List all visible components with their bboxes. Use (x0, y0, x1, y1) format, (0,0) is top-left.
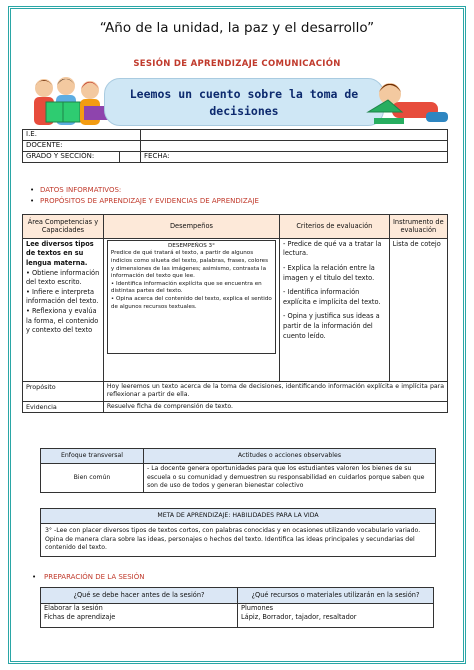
capacidad-1: • Obtiene información del texto escrito. (26, 268, 100, 287)
year-motto: “Año de la unidad, la paz y el desarrollo” (99, 20, 375, 36)
competencia-cell (23, 238, 104, 381)
criterios-cell (280, 238, 390, 381)
prep-col2-item-2: Lápiz, Borrador, tajador, resaltador (238, 613, 434, 628)
lesson-title-line1: Leemos un cuento sobre la toma de (129, 87, 359, 101)
enfoque-header: Enfoque transversal (41, 449, 144, 464)
enfoque-actitud: - La docente genera oportunidades para que los estudiantes valoren los bienes de su escuela o su comunidad y demuestren su responsabilidad en cuidarlos porque saben que son de uso de todos y generan bienestar colectivo (144, 464, 436, 492)
capacidad-2: • Infiere e interpreta información del texto. (26, 287, 99, 306)
preparacion-title: PREPARACIÓN DE LA SESIÓN (44, 573, 145, 581)
fecha-label: FECHA: (144, 152, 170, 160)
grado-value[interactable] (120, 152, 141, 163)
prep-col1-item-1: Elaborar la sesión (41, 604, 238, 614)
evidencia-text: Resuelve ficha de comprensión de texto. (103, 401, 447, 412)
prep-col1-header: ¿Qué se debe hacer antes de la sesión? (41, 588, 238, 604)
bullet-datos: • DATOS INFORMATIVOS: (30, 186, 122, 194)
meta-header: META DE APRENDIZAJE: HABILIDADES PARA LA VIDA (41, 509, 435, 524)
info-bullets (30, 186, 259, 208)
propositos-heading: PROPÓSITOS DE APRENDIZAJE Y EVIDENCIAS DE APRENDIZAJE (40, 197, 259, 205)
header-desempenos: Desempeños (103, 215, 279, 239)
prep-col2-header: ¿Qué recursos o materiales utilizarán en la sesión? (238, 588, 434, 604)
datos-heading: DATOS INFORMATIVOS: (40, 186, 122, 194)
page (8, 6, 466, 664)
docente-label: DOCENTE: (23, 141, 141, 152)
actitudes-header: Actitudes o acciones observables (144, 449, 436, 464)
capacidad-3: • Reflexiona y evalúa la forma, el contenido y contexto del texto (26, 306, 99, 335)
criterio-2: - Explica la relación entre la imagen y el título del texto. (283, 264, 375, 282)
enfoque-table (40, 448, 436, 493)
desempeno-item-1: Predice de qué tratará el texto, a partir de algunos indicios como silueta del texto, palabras, frases, colores y dimensiones de las imágenes; asimismo, contrasta la información del texto que lee. (110, 250, 268, 280)
evidencia-label: Evidencia (23, 401, 104, 412)
meta-text: 3° -Lee con placer diversos tipos de textos cortos, con palabras conocidas y en ocasiones utilizando vocabulario variado. Opina de manera clara sobre las ideas, personajes o hechos del texto. Identifica las ideas principales y secundarias del contenido del texto. (45, 527, 421, 552)
desempeno-item-3: • Opina acerca del contenido del texto, explica el sentido de algunos recursos textuales. (110, 295, 272, 310)
proposito-label: Propósito (23, 381, 104, 401)
desempenos-cell (103, 238, 279, 381)
learning-purposes-table (22, 214, 448, 413)
info-table (22, 129, 448, 163)
criterio-3: - Identifica información explícita e implícita del texto. (283, 288, 381, 306)
prep-col2-item-1: Plumones (238, 604, 434, 614)
desempeno-item-2: • Identifica información explícita que se encuentra en distintas partes del texto. (110, 280, 262, 295)
criterio-1: - Predice de qué va a tratar la lectura. (283, 239, 382, 258)
bullet-propositos: • PROPÓSITOS DE APRENDIZAJE Y EVIDENCIAS DE APRENDIZAJE (30, 197, 259, 205)
preparacion-heading: • PREPARACIÓN DE LA SESIÓN (32, 573, 145, 581)
competencia-text: Lee diversos tipos de textos en su lengua materna. (26, 239, 94, 267)
title-banner (104, 78, 384, 126)
preparacion-table (40, 587, 434, 628)
session-title: SESIÓN DE APRENDIZAJE COMUNICACIÓN (133, 59, 341, 69)
header-area: Área Competencias y Capacidades (23, 215, 104, 239)
docente-value[interactable] (141, 141, 448, 152)
proposito-text: Hoy leeremos un texto acerca de la toma de decisiones, identificando información explícita e implícita para reflexionar a partir de ella. (103, 381, 447, 401)
header-criterios: Criterios de evaluación (280, 215, 390, 239)
ie-label: I.E. (23, 130, 141, 141)
instrumento-cell: Lista de cotejo (389, 238, 447, 381)
lesson-title (105, 86, 383, 120)
prep-col1-item-2: Fichas de aprendizaje (41, 613, 238, 628)
meta-box (40, 508, 436, 557)
lesson-title-line2: decisiones (209, 104, 279, 118)
ie-value[interactable] (141, 130, 448, 141)
boy-reading-illustration (366, 72, 452, 132)
enfoque-valor: Bien común (41, 464, 144, 492)
header-instrumento: Instrumento de evaluación (389, 215, 447, 239)
fecha-cell[interactable] (141, 152, 448, 163)
grado-label: GRADO Y SECCIÓN: (23, 152, 120, 163)
desempeno-title: DESEMPEÑOS 3° (167, 242, 215, 249)
criterio-4: - Opina y justifica sus ideas a partir de la información del cuento leído. (283, 312, 380, 340)
